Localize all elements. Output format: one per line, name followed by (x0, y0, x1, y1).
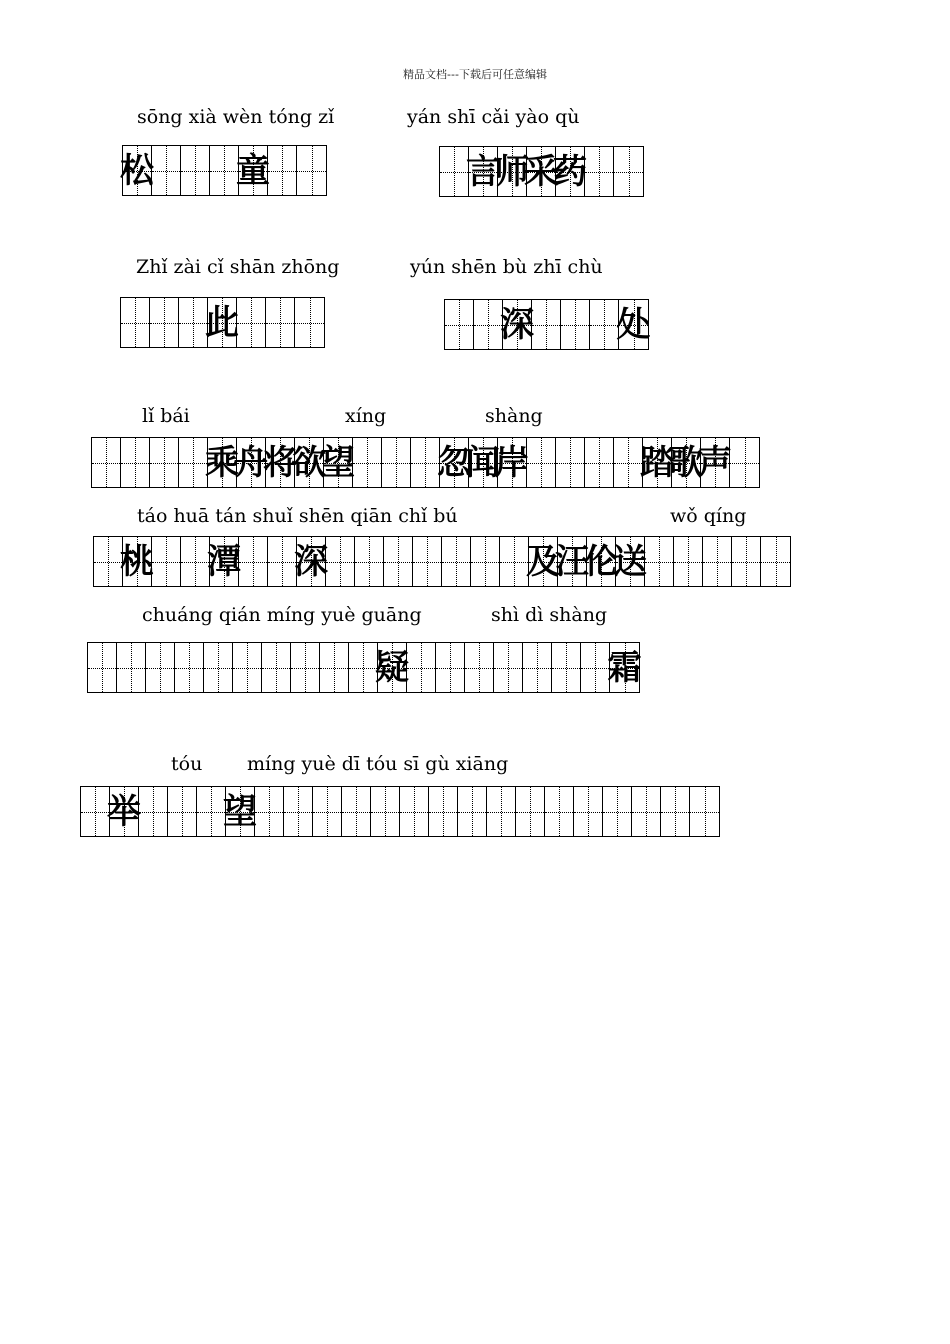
character-cell (294, 537, 328, 586)
writing-cell[interactable] (384, 537, 413, 586)
writing-cell[interactable] (436, 643, 465, 692)
character-text: 及 (526, 541, 560, 582)
writing-cell[interactable] (556, 438, 585, 487)
character-text: 乘 (205, 442, 239, 483)
character-text: 将 (263, 442, 297, 483)
writing-cell[interactable] (266, 298, 295, 347)
writing-cell[interactable] (471, 537, 500, 586)
character-text: 舟 (234, 442, 268, 483)
character-cell (500, 300, 534, 349)
character-text: 送 (613, 541, 647, 582)
writing-cell[interactable] (121, 298, 150, 347)
writing-cell[interactable] (168, 787, 197, 836)
writing-cell[interactable] (382, 438, 411, 487)
character-text: 闻 (466, 442, 500, 483)
writing-cell[interactable] (465, 643, 494, 692)
character-text: 此 (205, 302, 239, 343)
pinyin-line: shàng (485, 405, 543, 427)
writing-cell[interactable] (732, 537, 761, 586)
pinyin-line: Zhǐ zài cǐ shān zhōng (136, 256, 340, 278)
character-grid (80, 786, 720, 837)
writing-cell[interactable] (204, 643, 233, 692)
character-text: 声 (698, 442, 732, 483)
writing-cell[interactable] (291, 643, 320, 692)
writing-cell[interactable] (233, 643, 262, 692)
character-cell (107, 787, 141, 836)
pinyin-line: lǐ bái (142, 405, 190, 427)
writing-cell[interactable] (494, 643, 523, 692)
character-grid (93, 536, 791, 587)
writing-cell[interactable] (175, 643, 204, 692)
character-cell (205, 298, 239, 347)
writing-cell[interactable] (413, 537, 442, 586)
character-cell (321, 438, 355, 487)
character-text: 汪 (555, 541, 589, 582)
character-text: 师 (495, 151, 529, 192)
character-text: 言 (466, 151, 500, 192)
writing-cell[interactable] (88, 643, 117, 692)
writing-cell[interactable] (445, 300, 474, 349)
character-grid (444, 299, 649, 350)
writing-cell[interactable] (458, 787, 487, 836)
character-text: 采 (524, 151, 558, 192)
writing-cell[interactable] (442, 537, 471, 586)
writing-cell[interactable] (761, 537, 790, 586)
writing-cell[interactable] (523, 643, 552, 692)
writing-cell[interactable] (181, 146, 210, 195)
character-cell (236, 146, 270, 195)
character-text: 潭 (207, 541, 241, 582)
character-text: 处 (616, 304, 651, 345)
character-text: 童 (236, 150, 270, 191)
character-cell (495, 438, 529, 487)
character-text: 举 (107, 791, 141, 832)
writing-cell[interactable] (614, 147, 643, 196)
writing-cell[interactable] (585, 438, 614, 487)
writing-cell[interactable] (150, 438, 179, 487)
writing-cell[interactable] (117, 643, 146, 692)
character-grid (91, 437, 760, 488)
character-text: 霜 (607, 647, 642, 688)
writing-cell[interactable] (703, 537, 732, 586)
writing-cell[interactable] (297, 146, 326, 195)
pinyin-line: táo huā tán shuǐ shēn qiān chǐ bú (137, 505, 458, 527)
writing-cell[interactable] (284, 787, 313, 836)
pinyin-line: shì dì shàng (491, 604, 608, 626)
pinyin-line: sōng xià wèn tóng zǐ (137, 106, 335, 128)
pinyin-line: míng yuè dī tóu sī gù xiāng (247, 753, 509, 775)
character-text: 深 (500, 304, 534, 345)
pinyin-line: tóu (171, 753, 203, 775)
character-cell (613, 537, 647, 586)
character-text: 望 (321, 442, 355, 483)
character-cell (607, 643, 642, 692)
character-text: 松 (120, 150, 154, 191)
writing-cell[interactable] (487, 787, 516, 836)
character-grid (122, 145, 327, 196)
page-header: 精品文档---下载后可任意编辑 (403, 68, 547, 81)
character-text: 踏 (640, 442, 674, 483)
character-cell (616, 300, 651, 349)
character-grid (439, 146, 644, 197)
character-text: 桃 (120, 541, 154, 582)
character-text: 望 (223, 791, 257, 832)
writing-cell[interactable] (516, 787, 545, 836)
writing-cell[interactable] (342, 787, 371, 836)
character-grid (120, 297, 325, 348)
character-text: 深 (294, 541, 328, 582)
writing-cell[interactable] (690, 787, 719, 836)
writing-cell[interactable] (262, 643, 291, 692)
character-text: 忽 (437, 442, 471, 483)
character-text: 疑 (375, 647, 409, 688)
writing-cell[interactable] (150, 298, 179, 347)
writing-cell[interactable] (92, 438, 121, 487)
character-text: 欲 (292, 442, 326, 483)
writing-cell[interactable] (429, 787, 458, 836)
pinyin-line: yán shī cǎi yào qù (407, 106, 580, 128)
writing-cell[interactable] (632, 787, 661, 836)
writing-cell[interactable] (400, 787, 429, 836)
character-text: 歌 (669, 442, 703, 483)
character-grid (87, 642, 640, 693)
writing-cell[interactable] (121, 438, 150, 487)
character-text: 岸 (495, 442, 529, 483)
character-cell (223, 787, 257, 836)
writing-cell[interactable] (603, 787, 632, 836)
pinyin-line: chuáng qián míng yuè guāng (142, 604, 422, 626)
writing-cell[interactable] (661, 787, 690, 836)
character-cell (698, 438, 732, 487)
writing-cell[interactable] (552, 643, 581, 692)
pinyin-line: xíng (345, 405, 387, 427)
writing-cell[interactable] (674, 537, 703, 586)
writing-cell[interactable] (313, 787, 342, 836)
character-cell (553, 147, 587, 196)
writing-cell[interactable] (371, 787, 400, 836)
character-cell (120, 537, 154, 586)
writing-cell[interactable] (355, 537, 384, 586)
writing-cell[interactable] (295, 298, 324, 347)
pinyin-line: yún shēn bù zhī chù (410, 256, 603, 278)
character-cell (375, 643, 409, 692)
writing-cell[interactable] (320, 643, 349, 692)
writing-cell[interactable] (545, 787, 574, 836)
writing-cell[interactable] (561, 300, 590, 349)
pinyin-line: wǒ qíng (670, 505, 747, 527)
character-text: 药 (553, 151, 587, 192)
character-cell (120, 146, 154, 195)
writing-cell[interactable] (574, 787, 603, 836)
character-cell (207, 537, 241, 586)
character-text: 伦 (584, 541, 618, 582)
writing-cell[interactable] (146, 643, 175, 692)
